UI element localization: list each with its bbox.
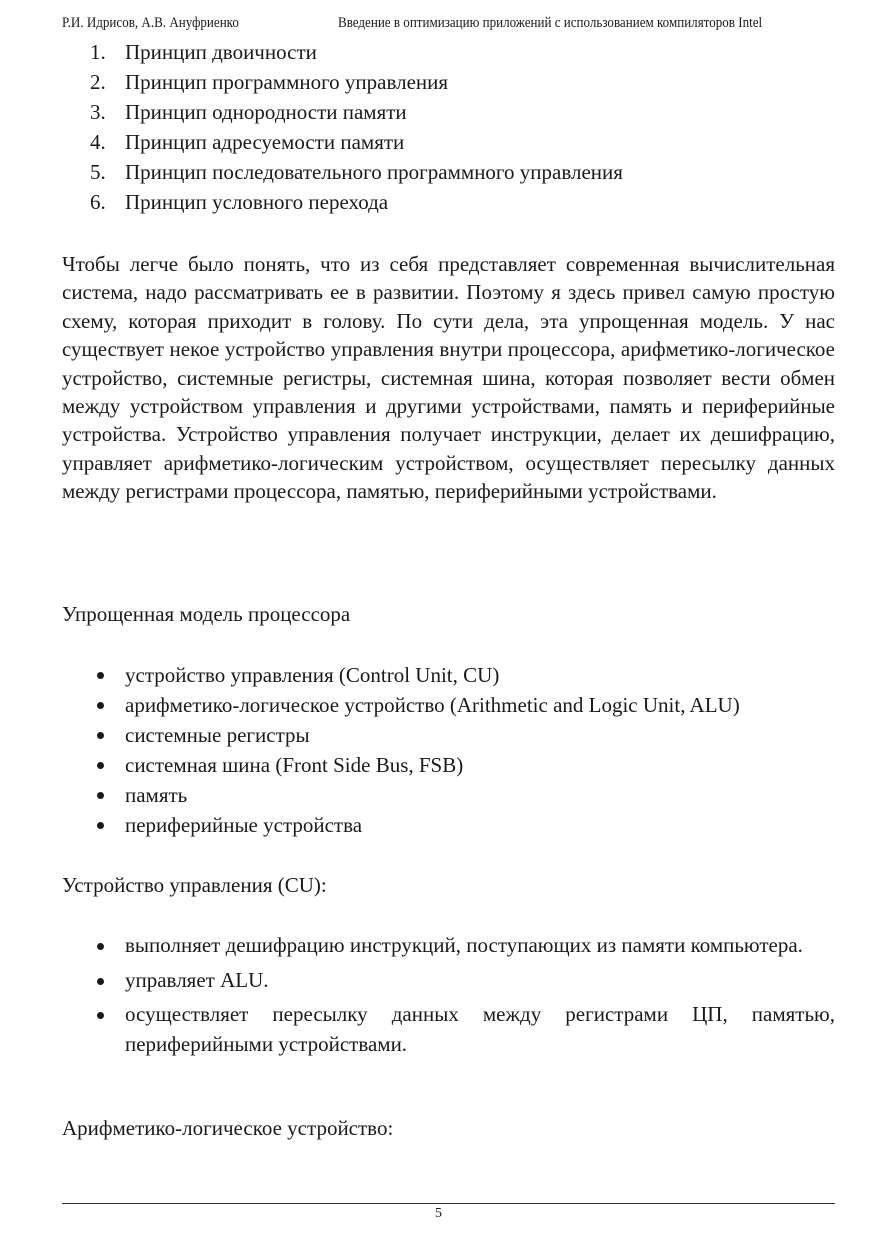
header-title: Введение в оптимизацию приложений с использованием компиляторов Intel: [338, 15, 763, 31]
list-item: [62, 966, 835, 996]
item-text: Принцип двоичности: [125, 40, 317, 64]
model-list: [62, 660, 835, 840]
cu-heading: Устройство управления (CU):: [62, 873, 327, 897]
principles-list: [62, 37, 835, 217]
list-item: [62, 750, 835, 780]
list-item: [62, 780, 835, 810]
bullet-icon: [97, 978, 104, 985]
list-item: 5. Принцип последовательного программного управления: [90, 160, 623, 184]
bullet-icon: [97, 792, 104, 799]
item-text: системные регистры: [125, 723, 310, 747]
footer-divider: [62, 1203, 835, 1204]
item-text: Принцип условного перехода: [125, 190, 389, 214]
item-text: Принцип последовательного программного управления: [125, 160, 623, 184]
item-text: управляет ALU.: [125, 967, 269, 992]
list-item: 6. Принцип условного перехода: [90, 190, 389, 214]
item-text: системная шина (Front Side Bus, FSB): [125, 753, 464, 777]
list-item: 2. Принцип программного управления: [90, 70, 449, 94]
item-text: осуществляет пересылку данных между регистрами ЦП, памятью, периферийными устройствами.: [125, 1002, 835, 1056]
item-text: Принцип адресуемости памяти: [125, 130, 405, 154]
item-text: периферийные устройства: [125, 813, 363, 837]
list-item: [62, 690, 835, 720]
item-text: устройство управления (Control Unit, CU): [125, 663, 500, 687]
item-text: выполняет дешифрацию инструкций, поступающих из памяти компьютера.: [125, 933, 803, 957]
bullet-icon: [97, 822, 104, 829]
bullet-icon: [97, 762, 104, 769]
bullet-icon: [97, 732, 104, 739]
bullet-icon: [97, 702, 104, 709]
alu-heading: Арифметико-логическое устройство:: [62, 1116, 394, 1140]
list-item: 4. Принцип адресуемости памяти: [90, 130, 405, 154]
cu-list: [62, 931, 835, 1059]
body-paragraph: Чтобы легче было понять, что из себя представляет современная вычислительная система, надо рассматривать ее в развитии. Поэтому я здесь привел самую простую схему, которая приходит в голову. По сути дела, эта упрощенная модель. У нас существует некое устройство управления внутри процессора, арифметико-логическое устройство, системные регистры, системная шина, которая позволяет вести обмен между устройством управления и другими устройствами, память и периферийные устройства. Устройство управления получает инструкции, делает их дешифрацию, управляет арифметико-логическим устройством, осуществляет пересылку данных между регистрами процессора, памятью, периферийными устройствами.: [62, 252, 835, 504]
list-item: [62, 660, 835, 690]
item-text: арифметико-логическое устройство (Arithmetic and Logic Unit, ALU): [125, 693, 740, 717]
list-item: [62, 720, 835, 750]
bullet-icon: [97, 1012, 104, 1019]
header-authors: Р.И. Идрисов, А.В. Ануфриенко: [62, 15, 239, 31]
model-heading: Упрощенная модель процессора: [62, 602, 351, 626]
list-item: [62, 1000, 835, 1059]
item-text: Принцип однородности памяти: [125, 100, 407, 124]
list-item: 3. Принцип однородности памяти: [90, 100, 407, 124]
list-item: 1. Принцип двоичности: [90, 40, 317, 64]
bullet-icon: [97, 672, 104, 679]
page-number: 5: [435, 1206, 442, 1221]
item-text: Принцип программного управления: [125, 70, 449, 94]
bullet-icon: [97, 943, 104, 950]
list-item: [62, 931, 835, 961]
item-text: память: [125, 783, 188, 807]
list-item: [62, 810, 835, 840]
